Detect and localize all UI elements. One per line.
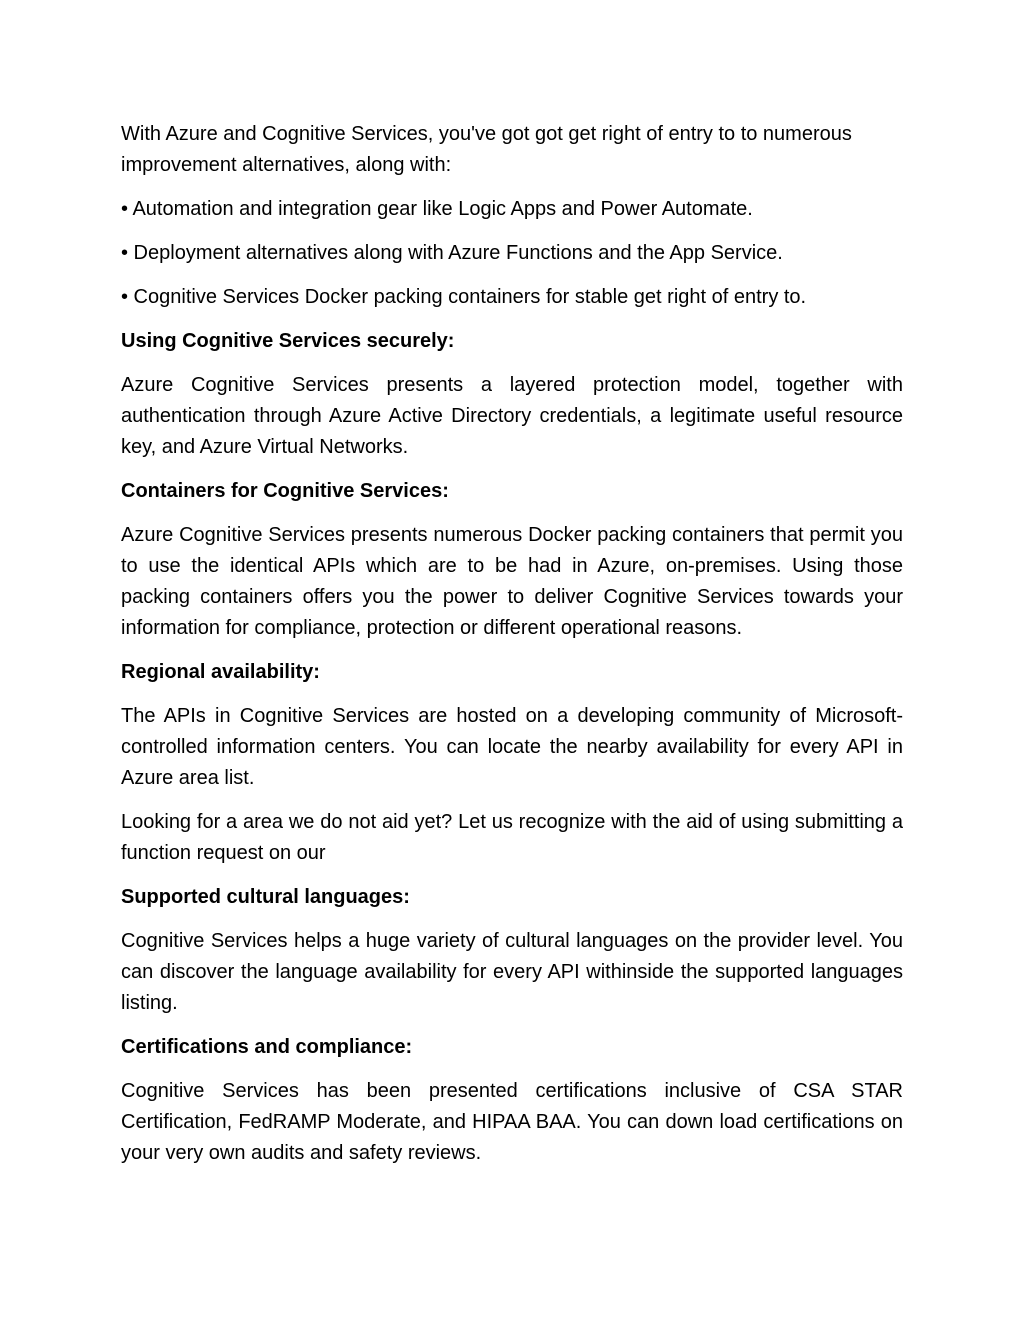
bullet-item: • Deployment alternatives along with Azure Functions and the App Service.	[121, 242, 783, 264]
section-heading-containers: Containers for Cognitive Services:	[121, 480, 449, 502]
document-page	[121, 119, 903, 1182]
section-paragraph: Azure Cognitive Services presents a layered protection model, together with authentication through Azure Active Directory credentials, a legitimate useful resource key, and Azure Virtual Networks.	[121, 374, 903, 458]
section-heading-languages: Supported cultural languages:	[121, 886, 410, 908]
section-paragraph: Cognitive Services has been presented certifications inclusive of CSA STAR Certification, FedRAMP Moderate, and HIPAA BAA. You can down load certifications on your very own audits and safety reviews.	[121, 1080, 903, 1164]
intro-paragraph: With Azure and Cognitive Services, you've got got get right of entry to to numerous improvement alternatives, along with:	[121, 123, 852, 176]
section-paragraph: Cognitive Services helps a huge variety of cultural languages on the provider level. You can discover the language availability for every API withinside the supported languages listing.	[121, 930, 903, 1014]
bullet-item: • Automation and integration gear like Logic Apps and Power Automate.	[121, 198, 753, 220]
section-paragraph: The APIs in Cognitive Services are hosted on a developing community of Microsoft-controlled information centers. You can locate the nearby availability for every API in Azure area list.	[121, 705, 903, 789]
section-heading-regional: Regional availability:	[121, 661, 320, 683]
section-paragraph: Azure Cognitive Services presents numerous Docker packing containers that permit you to use the identical APIs which are to be had in Azure, on-premises. Using those packing containers offers you the power to deliver Cognitive Services towards your information for compliance, protection or different operational reasons.	[121, 524, 903, 639]
section-paragraph: Looking for a area we do not aid yet? Let us recognize with the aid of using submitting a function request on our	[121, 811, 903, 864]
section-heading-certifications: Certifications and compliance:	[121, 1036, 413, 1058]
section-heading-security: Using Cognitive Services securely:	[121, 330, 455, 352]
bullet-item: • Cognitive Services Docker packing containers for stable get right of entry to.	[121, 286, 807, 308]
